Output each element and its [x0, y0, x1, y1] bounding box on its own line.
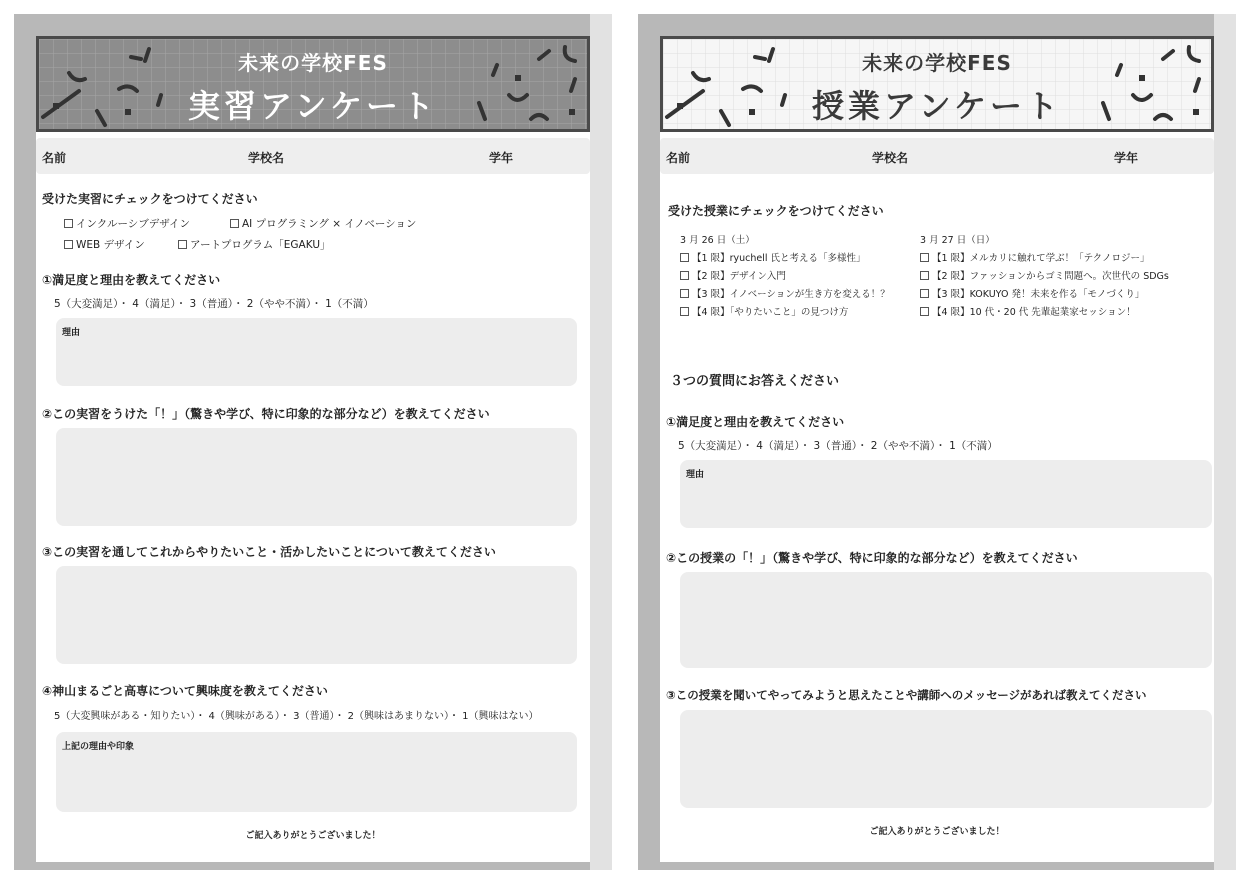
- question-1: ①満足度と理由を教えてください: [666, 415, 845, 429]
- fes-logo-text: 未来の学校FES: [238, 51, 388, 75]
- name-field-label[interactable]: 名前: [42, 151, 67, 165]
- day1-heading: 3 月 26 日（土）: [680, 235, 755, 246]
- q1-answer-box[interactable]: [56, 318, 577, 386]
- option-inclusive-design[interactable]: インクルーシブデザイン: [64, 216, 190, 231]
- day1-class-3[interactable]: 【3 限】イノベーションが生き方を変える！？: [680, 286, 890, 300]
- q1-rating-scale: 5（大変満足）・ 4（満足）・ 3（普通）・ 2（やや不満）・ 1（不満）: [54, 298, 374, 310]
- checkbox-icon[interactable]: [680, 253, 689, 262]
- question-2: ②この実習をうけた「！」（驚きや学び、特に印象的な部分など）を教えてください: [42, 407, 490, 421]
- checkbox-icon[interactable]: [680, 307, 689, 316]
- header-banner: [36, 36, 590, 132]
- day1-class-2[interactable]: 【2 限】デザイン入門: [680, 268, 786, 282]
- name-field-label[interactable]: 名前: [666, 151, 691, 165]
- page-title: 実習アンケート: [187, 87, 439, 125]
- question-4: ④神山まるごと高専について興味度を教えてください: [42, 684, 328, 698]
- checkbox-icon[interactable]: [920, 289, 929, 298]
- check-prompt: 受けた授業にチェックをつけてください: [668, 204, 884, 218]
- q1-box-label: 理由: [686, 470, 705, 480]
- checkbox-icon[interactable]: [64, 240, 73, 249]
- q1-answer-box[interactable]: [680, 460, 1212, 528]
- check-prompt: 受けた実習にチェックをつけてください: [42, 192, 258, 206]
- option-ai-programming[interactable]: AI プログラミング × イノベーション: [230, 216, 416, 231]
- q1-box-label: 理由: [62, 328, 81, 338]
- frame-shadow: [1214, 14, 1236, 870]
- day2-class-4[interactable]: 【4 限】10 代・20 代 先輩起業家セッション！: [920, 304, 1136, 318]
- q2-answer-box[interactable]: [680, 572, 1212, 668]
- q1-rating-scale: 5（大変満足）・ 4（満足）・ 3（普通）・ 2（やや不満）・ 1（不満）: [678, 440, 998, 452]
- question-2: ②この授業の「！」（驚きや学び、特に印象的な部分など）を教えてください: [666, 551, 1078, 565]
- name-fields-bar: [660, 138, 1214, 174]
- class-survey-sheet: [660, 36, 1214, 862]
- option-art-program[interactable]: アートプログラム「EGAKU」: [178, 237, 331, 252]
- q4-answer-box[interactable]: [56, 732, 577, 812]
- day2-heading: 3 月 27 日（日）: [920, 235, 995, 246]
- question-3: ③この授業を聞いてやってみようと思えたことや講師へのメッセージがあれば教えてください: [666, 688, 1147, 702]
- day1-class-4[interactable]: 【4 限】「やりたいこと」の見つけ方: [680, 304, 848, 318]
- left-sheet-frame: [14, 14, 612, 870]
- checkbox-icon[interactable]: [920, 253, 929, 262]
- thank-you-footer: ご記入ありがとうございました！: [869, 827, 1005, 837]
- checkbox-icon[interactable]: [178, 240, 187, 249]
- q3-answer-box[interactable]: [56, 566, 577, 664]
- option-web-design[interactable]: WEB デザイン: [64, 237, 145, 252]
- frame-shadow: [590, 14, 612, 870]
- name-fields-bar: [36, 138, 590, 174]
- section-heading: ３つの質問にお答えください: [670, 374, 840, 389]
- day2-class-3[interactable]: 【3 限】KOKUYO 発！未来を作る「モノづくり」: [920, 286, 1144, 300]
- checkbox-icon[interactable]: [230, 219, 239, 228]
- practice-survey-sheet: [36, 36, 590, 862]
- day2-class-1[interactable]: 【1 限】メルカリに触れて学ぶ！「テクノロジー」: [920, 250, 1150, 264]
- checkbox-icon[interactable]: [920, 307, 929, 316]
- fes-logo-text: 未来の学校FES: [862, 51, 1012, 75]
- day2-class-2[interactable]: 【2 限】ファッションからゴミ問題へ。次世代の SDGs: [920, 268, 1169, 282]
- day1-class-1[interactable]: 【1 限】ryuchell 氏と考える「多様性」: [680, 250, 866, 264]
- school-field-label[interactable]: 学校名: [248, 151, 285, 165]
- checkbox-icon[interactable]: [920, 271, 929, 280]
- question-3: ③この実習を通してこれからやりたいこと・活かしたいことについて教えてください: [42, 545, 496, 559]
- grade-field-label[interactable]: 学年: [1114, 151, 1139, 165]
- checkbox-icon[interactable]: [64, 219, 73, 228]
- question-1: ①満足度と理由を教えてください: [42, 273, 221, 287]
- header-banner: [660, 36, 1214, 132]
- thank-you-footer: ご記入ありがとうございました！: [245, 831, 381, 841]
- page-title: 授業アンケート: [811, 87, 1063, 125]
- q2-answer-box[interactable]: [56, 428, 577, 526]
- grade-field-label[interactable]: 学年: [489, 151, 514, 165]
- q4-rating-scale: 5（大変興味がある・知りたい）・ 4（興味がある）・ 3（普通）・ 2（興味はあまりない）・ 1（興味はない）: [54, 711, 539, 722]
- q4-box-label: 上記の理由や印象: [62, 742, 135, 752]
- school-field-label[interactable]: 学校名: [872, 151, 909, 165]
- checkbox-icon[interactable]: [680, 289, 689, 298]
- right-sheet-frame: [638, 14, 1236, 870]
- q3-answer-box[interactable]: [680, 710, 1212, 808]
- checkbox-icon[interactable]: [680, 271, 689, 280]
